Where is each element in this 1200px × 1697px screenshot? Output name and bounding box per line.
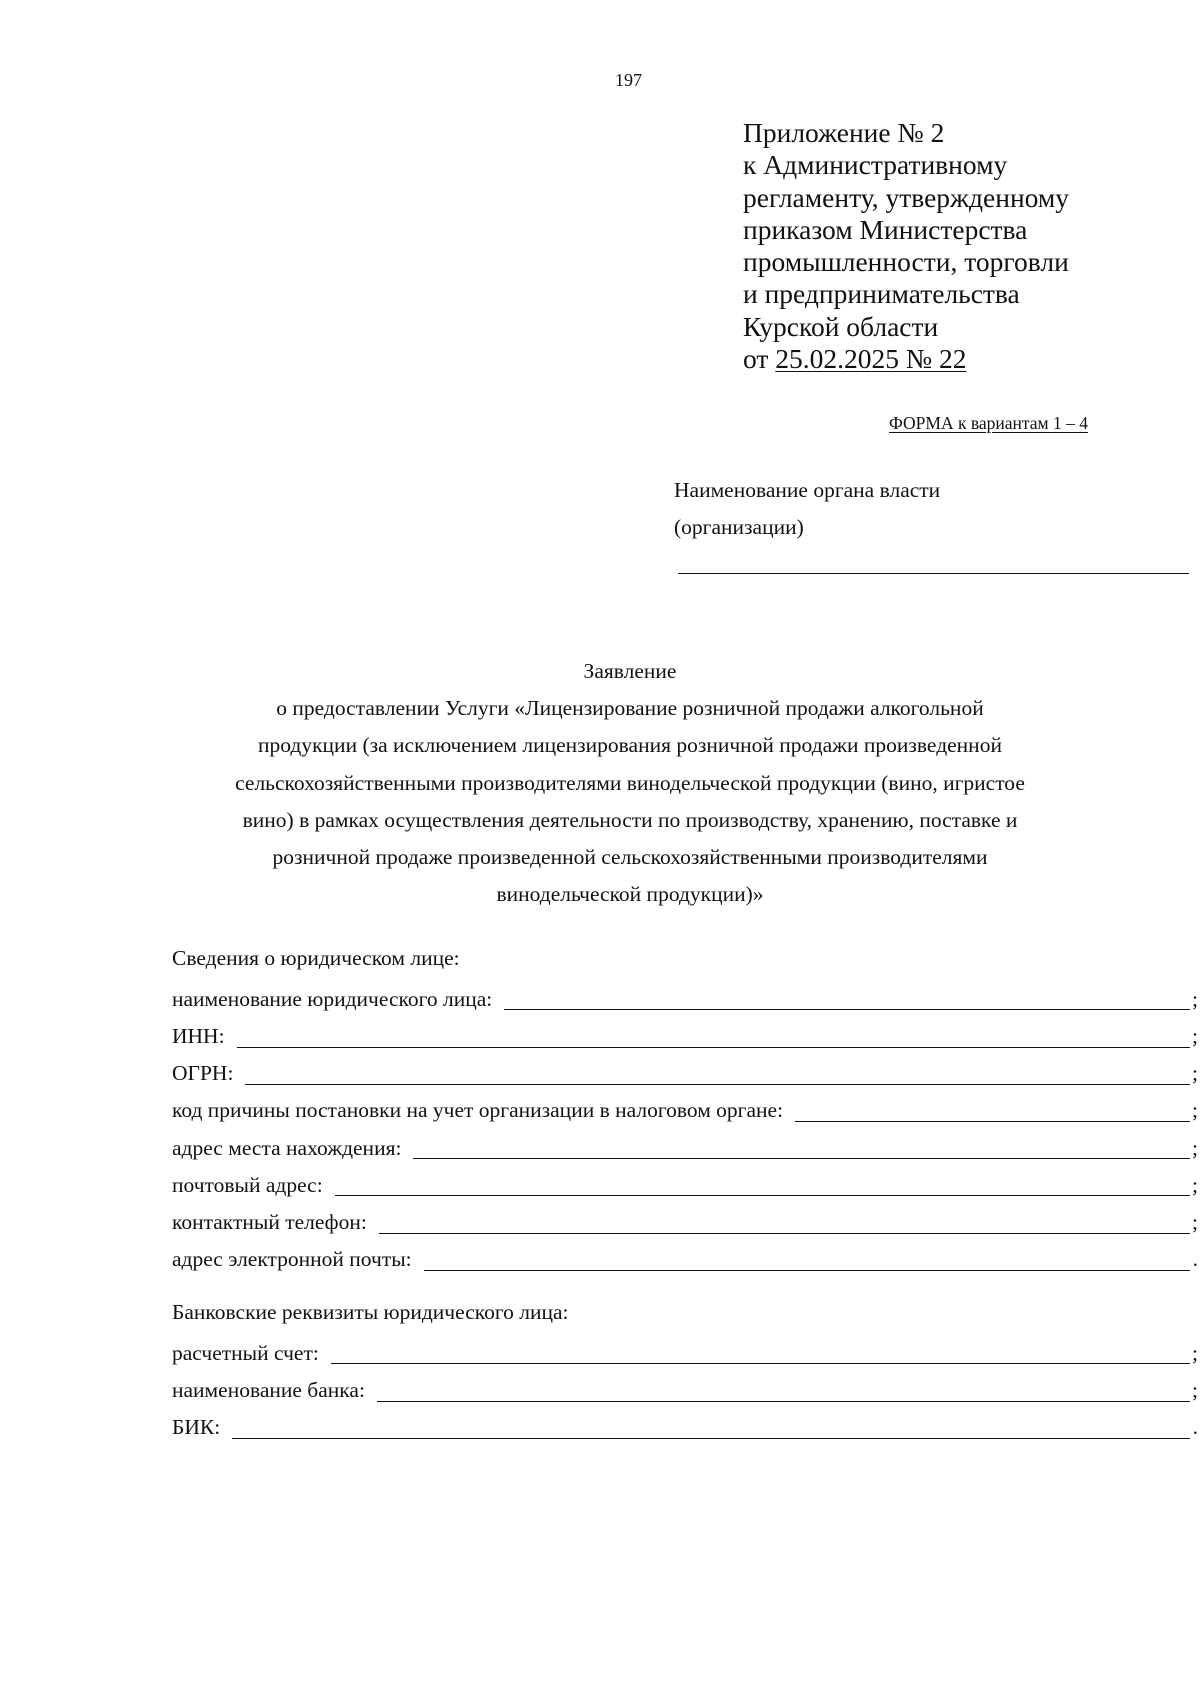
bank-section	[172, 1294, 1198, 1443]
field-terminator: .	[1192, 1247, 1198, 1272]
field-label: БИК:	[172, 1415, 221, 1440]
field-terminator: ;	[1192, 1061, 1198, 1086]
application-subject-line: сельскохозяйственными производителями винодельческой продукции (вино, игристое	[235, 770, 1025, 795]
field-terminator: ;	[1192, 1210, 1198, 1234]
appendix-line: промышленности, торговли	[743, 246, 1069, 278]
application-subject-line: о предоставлении Услуги «Лицензирование розничной продажи алкогольной	[276, 696, 984, 721]
bik-row	[172, 1406, 1198, 1443]
field-terminator: ;	[1192, 1340, 1198, 1365]
field-terminator: ;	[1192, 1172, 1198, 1197]
application-heading	[150, 653, 1110, 913]
legal-entity-name-field[interactable]	[504, 985, 1190, 1010]
bank-name-row	[172, 1368, 1198, 1405]
legal-entity-name-row	[172, 977, 1198, 1014]
account-row	[172, 1331, 1198, 1368]
bik-field[interactable]	[232, 1414, 1190, 1439]
inn-field[interactable]	[237, 1023, 1190, 1048]
ogrn-row	[172, 1052, 1198, 1089]
phone-field[interactable]	[379, 1209, 1190, 1234]
application-title: Заявление	[583, 659, 677, 683]
appendix-line: Курской области	[743, 310, 939, 342]
field-terminator: ;	[1192, 1098, 1198, 1123]
page-number: 197	[615, 70, 642, 90]
authority-organization-label: (организации)	[674, 515, 804, 539]
field-label: наименование банка:	[172, 1378, 365, 1403]
application-subject-line: розничной продаже произведенной сельскохозяйственными производителями	[272, 845, 988, 870]
appendix-date-value: 25.02.2025 № 22	[775, 343, 967, 375]
appendix-line: регламенту, утвержденному	[743, 181, 1070, 213]
application-subject-line: вино) в рамках осуществления деятельности по производству, хранению, поставке и	[242, 807, 1018, 832]
field-label: код причины постановки на учет организации в налоговом органе:	[172, 1098, 784, 1123]
appendix-line: приказом Министерства	[743, 213, 1028, 245]
appendix-line: и предпринимательства	[743, 278, 1020, 310]
field-terminator: ;	[1192, 1135, 1198, 1160]
email-field[interactable]	[424, 1246, 1190, 1271]
email-row	[172, 1238, 1198, 1275]
appendix-header	[743, 117, 1069, 375]
location-address-row	[172, 1126, 1198, 1163]
kpp-field[interactable]	[795, 1097, 1190, 1122]
location-address-field[interactable]	[413, 1134, 1190, 1159]
field-terminator: ;	[1192, 1024, 1198, 1049]
field-terminator: ;	[1192, 1378, 1198, 1403]
field-label: ИНН:	[172, 1024, 225, 1049]
field-label: адрес электронной почты:	[172, 1247, 412, 1272]
postal-address-field[interactable]	[335, 1171, 1190, 1196]
bank-name-field[interactable]	[377, 1377, 1190, 1402]
appendix-date-line	[743, 343, 1069, 375]
legal-entity-section	[172, 940, 1198, 1275]
field-label: расчетный счет:	[172, 1340, 319, 1365]
bank-heading: Банковские реквизиты юридического лица:	[172, 1300, 569, 1324]
appendix-line: к Административному	[743, 149, 1008, 181]
field-terminator: ;	[1192, 986, 1198, 1011]
authority-name-field[interactable]	[678, 573, 1189, 574]
field-label: адрес места нахождения:	[172, 1135, 402, 1160]
postal-address-row	[172, 1163, 1198, 1200]
inn-row	[172, 1014, 1198, 1051]
legal-entity-heading: Сведения о юридическом лице:	[172, 946, 460, 970]
field-label: наименование юридического лица:	[172, 986, 493, 1011]
appendix-date-prefix: от	[743, 343, 776, 375]
phone-row	[172, 1200, 1198, 1237]
form-variant-label: ФОРМА к вариантам 1 – 4	[889, 413, 1088, 433]
application-subject-line: винодельческой продукции)»	[496, 882, 764, 907]
authority-block	[674, 472, 940, 546]
ogrn-field[interactable]	[245, 1060, 1190, 1085]
authority-name-label: Наименование органа власти	[674, 478, 941, 502]
application-subject-line: продукции (за исключением лицензирования розничной продажи произведенной	[258, 733, 1002, 758]
account-field[interactable]	[331, 1339, 1190, 1364]
appendix-line: Приложение № 2	[743, 117, 945, 148]
field-label: почтовый адрес:	[172, 1172, 323, 1197]
field-label: ОГРН:	[172, 1061, 234, 1086]
kpp-row	[172, 1089, 1198, 1126]
field-label: контактный телефон:	[172, 1210, 367, 1234]
field-terminator: .	[1192, 1415, 1198, 1440]
